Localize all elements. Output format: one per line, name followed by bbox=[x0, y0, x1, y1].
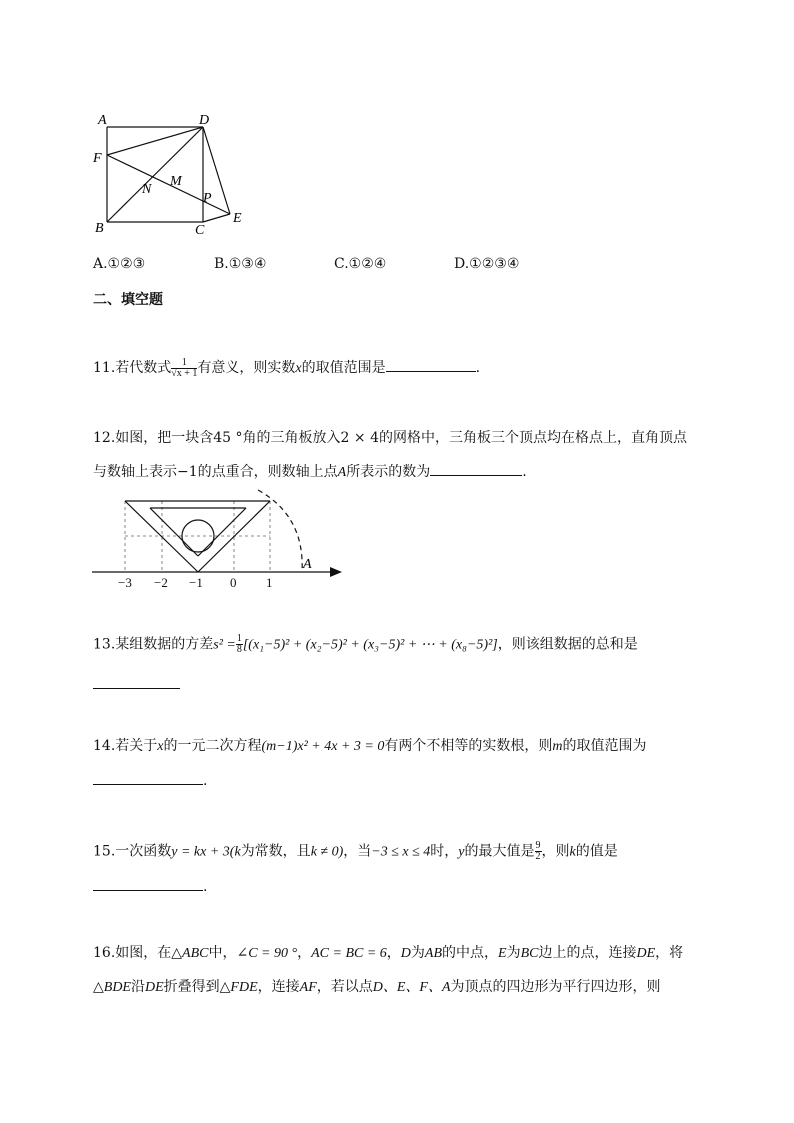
q15-end: . bbox=[203, 879, 208, 895]
q16-tri-bde: △BDE bbox=[93, 980, 131, 995]
q15-frac-den: 2 bbox=[535, 851, 541, 862]
q13-suffix: ，则该组数据的总和是 bbox=[497, 636, 638, 653]
question-12-line1: 12.如图，把一块含45 °角的三角板放入2 × 4的网格中，三角板三个顶点均在格点上，直角顶点 bbox=[93, 430, 687, 446]
q11-fraction bbox=[171, 358, 197, 379]
q14-answer-line bbox=[93, 770, 207, 791]
label-C: C bbox=[195, 223, 205, 238]
line-CE bbox=[203, 214, 230, 222]
axis-arrow bbox=[330, 567, 342, 577]
q15-mid3: 时， bbox=[430, 843, 459, 860]
tick-neg1: −1 bbox=[189, 575, 203, 590]
q16-D: D bbox=[400, 946, 411, 961]
q11-end: . bbox=[475, 360, 481, 376]
question-11 bbox=[93, 357, 480, 379]
q15-mid5: ，则 bbox=[541, 843, 570, 860]
number-line-grid-figure bbox=[90, 486, 350, 596]
q16-text-2e: 为顶点的四边形为平行四边形，则 bbox=[450, 979, 661, 995]
tick-1: 1 bbox=[266, 575, 273, 590]
choice-d: D.①②③④ bbox=[454, 256, 520, 272]
question-14 bbox=[93, 736, 646, 757]
q11-suffix2: 的取值范围是 bbox=[301, 360, 386, 376]
q16-text-i: ，将 bbox=[655, 945, 684, 961]
q14-suffix: 的取值范围为 bbox=[562, 738, 647, 754]
q16-text-g: 为 bbox=[506, 945, 521, 961]
q14-var: x bbox=[157, 739, 164, 754]
q11-frac-den: √x + 1 bbox=[171, 367, 198, 379]
q16-E: E bbox=[498, 946, 507, 961]
arc bbox=[258, 490, 302, 572]
tick-0: 0 bbox=[230, 575, 237, 590]
q16-angle: ∠C = 90 ° bbox=[236, 946, 298, 961]
triangle-left bbox=[125, 501, 198, 572]
choice-a: A.①②③ bbox=[93, 256, 146, 272]
tick-neg3: −3 bbox=[118, 575, 132, 590]
label-B: B bbox=[95, 221, 104, 236]
q16-text-f: 的中点， bbox=[442, 945, 499, 961]
label-D: D bbox=[199, 113, 210, 128]
q11-prefix: 11.若代数式 bbox=[93, 360, 172, 376]
q12-end: . bbox=[522, 464, 527, 480]
point-A-label: A bbox=[303, 557, 312, 572]
label-F: F bbox=[93, 151, 102, 166]
q15-frac-num: 9 bbox=[535, 840, 541, 851]
q16-text-b: 中， bbox=[208, 945, 237, 961]
q14-var2: m bbox=[552, 739, 563, 754]
q14-answer-blank[interactable] bbox=[93, 770, 203, 785]
q11-var: x bbox=[295, 361, 302, 376]
q11-frac-num: 1 bbox=[171, 358, 197, 369]
q12-line2-b: 所表示的数为 bbox=[346, 464, 431, 480]
q13-prefix: 13.某组数据的方差 bbox=[93, 636, 214, 653]
q15-answer-blank[interactable] bbox=[93, 876, 203, 891]
q16-text-e: 为 bbox=[410, 945, 425, 961]
question-13 bbox=[93, 634, 638, 656]
q16-DE-2: DE bbox=[144, 980, 164, 995]
question-16-line2 bbox=[93, 977, 661, 998]
label-A: A bbox=[98, 113, 107, 128]
q16-text-d: ， bbox=[386, 945, 401, 961]
q15-cond: k ≠ 0) bbox=[310, 844, 344, 860]
q16-AF: AF bbox=[299, 980, 317, 995]
choice-c: C.①②④ bbox=[334, 256, 387, 272]
q16-DE: DE bbox=[636, 946, 656, 961]
q16-text-c: ， bbox=[297, 945, 312, 961]
q15-suffix: 的值是 bbox=[575, 843, 618, 860]
q16-text-2d: ，若以点 bbox=[316, 979, 373, 995]
q16-text-2b: 折叠得到 bbox=[163, 979, 220, 995]
q14-prefix: 14.若关于 bbox=[93, 738, 158, 754]
q15-var2: k bbox=[569, 844, 576, 860]
q15-prefix: 15.一次函数 bbox=[93, 843, 172, 860]
q15-mid2: ，当 bbox=[343, 843, 372, 860]
question-15 bbox=[93, 841, 618, 863]
q16-text-2a: 沿 bbox=[130, 979, 145, 995]
q16-text-2c: ，连接 bbox=[257, 979, 300, 995]
question-12-line2 bbox=[93, 461, 527, 483]
q16-BC: BC bbox=[520, 946, 539, 961]
q12-line2-a: 与数轴上表示−1的点重合，则数轴上点 bbox=[93, 464, 338, 480]
q15-equation: y = kx + 3(k bbox=[171, 844, 241, 860]
q16-text-a: 16.如图，在 bbox=[93, 945, 172, 961]
q15-range: −3 ≤ x ≤ 4 bbox=[371, 844, 431, 860]
square-geometry-figure bbox=[90, 110, 260, 240]
q14-mid2: 有两个不相等的实数根，则 bbox=[384, 738, 553, 754]
q15-mid: 为常数，且 bbox=[240, 843, 311, 860]
q16-tri-abc: △ABC bbox=[171, 946, 209, 961]
q15-mid4: 的最大值是 bbox=[464, 843, 535, 860]
q12-var-A: A bbox=[337, 465, 347, 480]
q16-AB: AB bbox=[424, 946, 443, 961]
q16-points: D、E、F、A bbox=[372, 980, 451, 995]
q16-text-h: 边上的点，连接 bbox=[538, 945, 637, 961]
q14-end: . bbox=[203, 773, 208, 789]
q11-answer-blank[interactable] bbox=[386, 357, 476, 372]
q13-lhs: s² = bbox=[213, 637, 236, 653]
q14-mid: 的一元二次方程 bbox=[163, 738, 262, 754]
question-16-line1 bbox=[93, 943, 683, 964]
q16-tri-fde: △FDE bbox=[219, 980, 258, 995]
tick-neg2: −2 bbox=[154, 575, 168, 590]
q15-answer-line bbox=[93, 876, 207, 897]
q13-rhs: [(x₁−5)² + (x₂−5)² + (x₃−5)² + ⋯ + (x₈−5)²] bbox=[242, 637, 498, 653]
label-N: N bbox=[142, 182, 152, 197]
choice-b: B.①③④ bbox=[214, 256, 267, 272]
q16-eq: AC = BC = 6 bbox=[311, 946, 387, 961]
q13-fraction bbox=[236, 634, 243, 655]
q13-frac-num: 1 bbox=[236, 633, 242, 644]
q11-suffix1: 有意义，则实数 bbox=[197, 360, 296, 376]
q15-var: y bbox=[458, 844, 465, 860]
label-M: M bbox=[170, 174, 182, 189]
q13-answer-blank[interactable] bbox=[93, 674, 180, 689]
section-title: 二、填空题 bbox=[93, 292, 163, 308]
q13-frac-den: 8 bbox=[236, 644, 242, 655]
label-P: P bbox=[203, 191, 212, 206]
q14-equation: (m−1)x² + 4x + 3 = 0 bbox=[261, 739, 385, 754]
label-E: E bbox=[233, 211, 242, 226]
q12-answer-blank[interactable] bbox=[430, 461, 522, 476]
q15-fraction bbox=[535, 841, 542, 862]
